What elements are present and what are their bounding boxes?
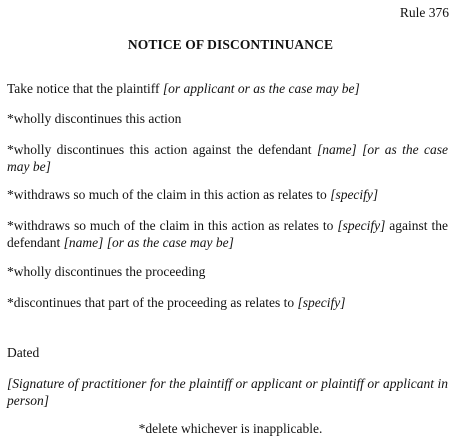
option-text: *withdraws so much of the claim in this action as relates to [7, 187, 331, 202]
option-text: *wholly discontinues this action against the defendant [7, 142, 317, 157]
name-placeholder: [name] [316, 142, 357, 157]
rule-number: Rule 376 [399, 5, 449, 20]
option-withdraws-claim [7, 186, 448, 203]
specify-placeholder: [specify] [330, 187, 379, 202]
case-placeholder: [or as the case may be] [7, 142, 448, 174]
option-withdraws-claim-defendant [7, 217, 448, 251]
name-placeholder: [name] [63, 235, 104, 250]
option-discontinues-part-proceeding [7, 294, 448, 311]
dated-label: Dated [7, 345, 40, 360]
signature-block [7, 375, 448, 409]
intro-text: Take notice that the plaintiff [7, 81, 163, 96]
signature-text: [Signature of practitioner for the plaintiff or applicant or plaintiff or applicant in person] [7, 376, 448, 408]
document-title: NOTICE OF DISCONTINUANCE [127, 37, 334, 52]
specify-placeholder: [specify] [297, 295, 346, 310]
option-text: *withdraws so much of the claim in this action as relates to [7, 218, 338, 233]
intro-italic: [or applicant or as the case may be] [162, 81, 360, 96]
option-text: *discontinues that part of the proceeding as relates to [7, 295, 298, 310]
option-text-2: against the defendant [7, 218, 448, 250]
intro-paragraph [7, 80, 448, 97]
option-wholly-discontinues-action-defendant [7, 141, 448, 175]
option-wholly-discontinues-action: *wholly discontinues this action [7, 111, 182, 126]
footnote: *delete whichever is inapplicable. [138, 421, 323, 436]
case-placeholder: [or as the case may be] [106, 235, 234, 250]
option-wholly-discontinues-proceeding: *wholly discontinues the proceeding [7, 264, 206, 279]
specify-placeholder: [specify] [337, 218, 386, 233]
